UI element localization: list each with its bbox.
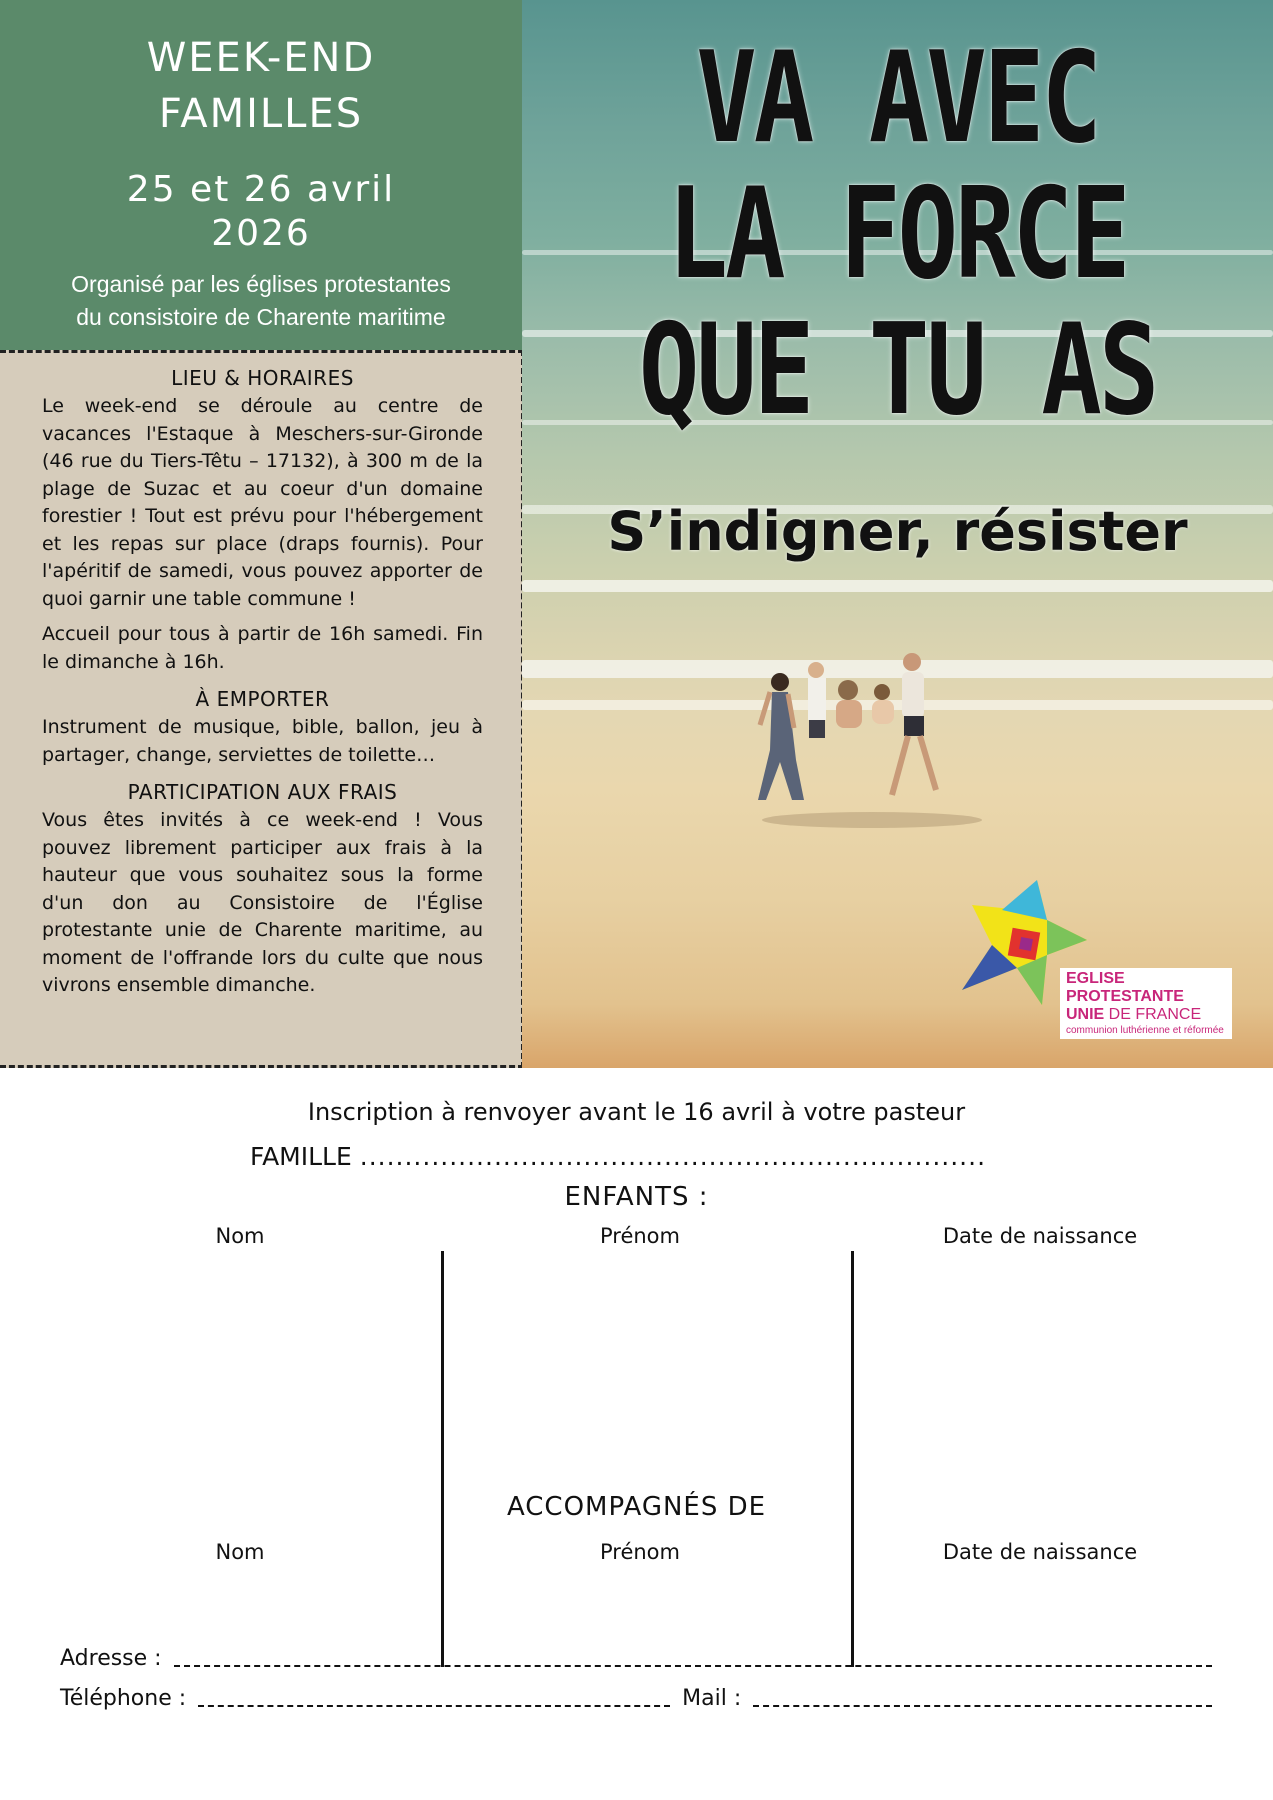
epudf-logo-text	[1060, 968, 1232, 1039]
location-text: Le week-end se déroule au centre de vacances l'Estaque à Meschers-sur-Gironde (46 rue du Tiers-Têtu – 17132), à 300 m de la plage de Suzac et au coeur d'un domaine forestier ! Tout est prévu pour l'hébergement et les repas sur place (draps fournis). Pour l'apéritif de samedi, vous pouvez apporter de quoi garnir une table commune !	[42, 395, 483, 610]
children-col-nom: Nom	[215, 1224, 265, 1248]
organizer-text	[0, 268, 522, 334]
fees-text: Vous êtes invités à ce week-end ! Vous pouvez librement participer aux frais à la hauteur que vous souhaitez sous la forme d'un don au Consistoire de l'Église protestante unie de Charente maritime, au moment de l'offrande lors du culte que nous vivrons ensemble dimanche.	[42, 809, 483, 996]
people-on-beach-illustration	[752, 650, 982, 830]
children-heading: ENFANTS :	[564, 1182, 709, 1212]
family-label: FAMILLE	[250, 1142, 352, 1171]
children-col-date: Date de naissance	[942, 1224, 1138, 1248]
companions-col-date: Date de naissance	[942, 1540, 1138, 1564]
children-col-prenom: Prénom	[599, 1224, 680, 1248]
info-panel	[0, 350, 524, 1068]
schedule-text: Accueil pour tous à partir de 16h samedi. Fin le dimanche à 16h.	[42, 623, 483, 673]
logo-line2	[1066, 1006, 1226, 1024]
logo-line3: communion luthérienne et réformée	[1066, 1025, 1224, 1036]
hero-title-line1: VA AVEC	[696, 24, 1099, 171]
mail-label: Mail :	[682, 1686, 742, 1711]
wave-line	[522, 580, 1273, 592]
column-divider	[441, 1251, 444, 1667]
phone-mail-row	[60, 1686, 1212, 1711]
hero-title-line2: LA FORCE	[667, 160, 1128, 307]
companions-col-prenom: Prénom	[599, 1540, 680, 1564]
hero-title-line3: QUE TU AS	[638, 296, 1157, 443]
hero-subtitle: S’indigner, résister	[607, 500, 1188, 563]
logo-line2-bold: UNIE	[1066, 1006, 1105, 1023]
organizer-line2: du consistoire de Charente maritime	[76, 304, 446, 330]
event-header	[0, 0, 522, 350]
address-row	[60, 1646, 1212, 1671]
hero-title	[597, 24, 1198, 443]
location-heading: LIEU & HORAIRES	[171, 366, 354, 390]
address-field[interactable]	[174, 1647, 1212, 1667]
column-divider	[851, 1251, 854, 1667]
address-label: Adresse :	[60, 1646, 162, 1671]
fees-heading: PARTICIPATION AUX FRAIS	[127, 780, 398, 804]
family-field[interactable]	[250, 1142, 986, 1171]
event-title	[0, 30, 522, 142]
family-dots: ......................................................................	[359, 1142, 987, 1171]
bring-heading: À EMPORTER	[195, 687, 330, 711]
phone-label: Téléphone :	[60, 1686, 187, 1711]
event-dates-line1: 25 et 26 avril	[126, 169, 396, 210]
event-dates-line2: 2026	[211, 213, 311, 254]
form-instruction: Inscription à renvoyer avant le 16 avril à votre pasteur	[307, 1098, 966, 1126]
companions-heading: ACCOMPAGNÉS DE	[506, 1492, 767, 1522]
bring-text: Instrument de musique, bible, ballon, jeu à partager, change, serviettes de toilette…	[42, 716, 483, 766]
registration-form	[0, 1068, 1273, 1800]
beach-hero-image	[522, 0, 1273, 1068]
logo-line2-light: DE FRANCE	[1104, 1006, 1202, 1023]
event-title-line2: FAMILLES	[158, 91, 364, 137]
mail-field[interactable]	[753, 1687, 1212, 1707]
event-dates	[0, 168, 522, 256]
logo-line1: EGLISE PROTESTANTE	[1066, 970, 1184, 1005]
event-title-line1: WEEK-END	[146, 35, 376, 81]
organizer-line1: Organisé par les églises protestantes	[71, 271, 451, 297]
companions-col-nom: Nom	[215, 1540, 265, 1564]
epudf-logo	[962, 880, 1232, 1036]
phone-field[interactable]	[198, 1687, 670, 1707]
